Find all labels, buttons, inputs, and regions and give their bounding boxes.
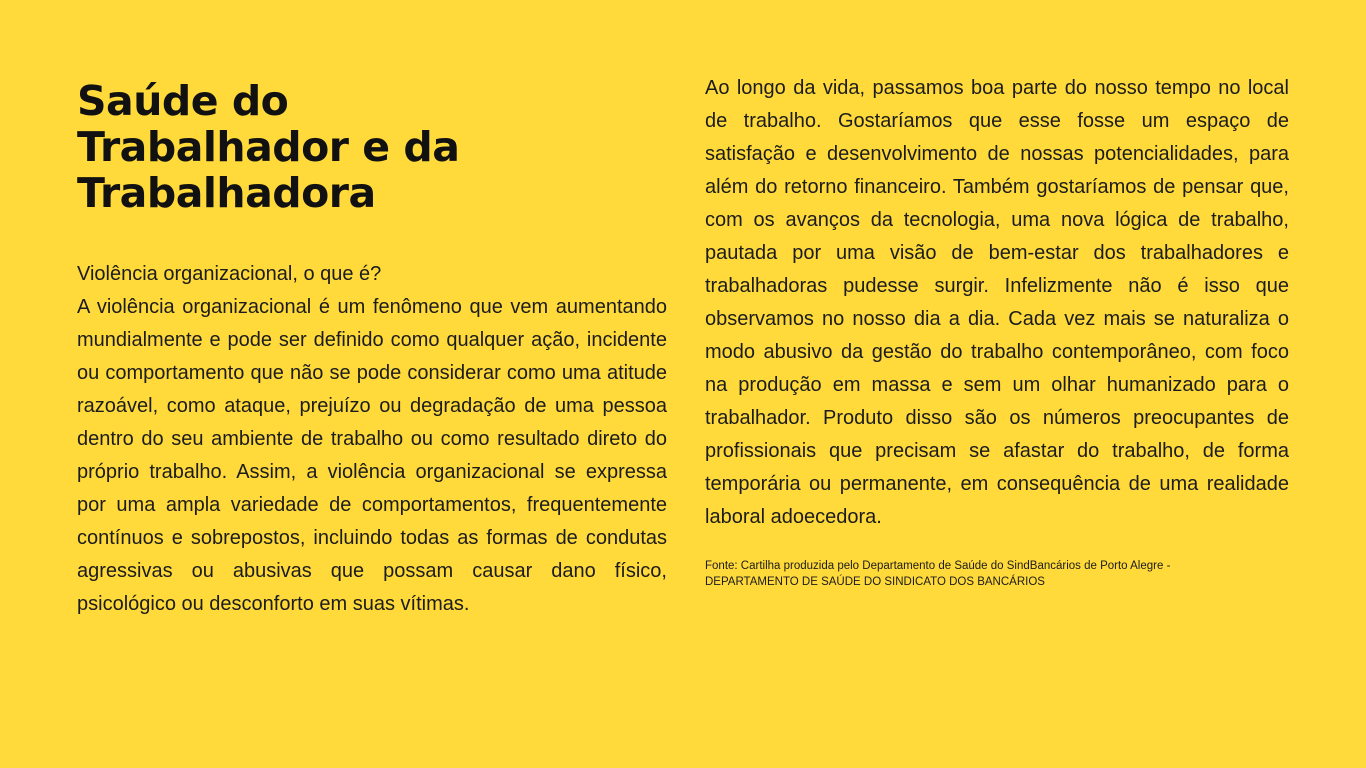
section-question: Violência organizacional, o que é?	[77, 263, 382, 285]
left-column	[77, 78, 667, 621]
source-line-1: Fonte: Cartilha produzida pelo Departamento de Saúde do SindBancários de Porto Alegre -	[705, 560, 1171, 572]
right-paragraph: Ao longo da vida, passamos boa parte do nosso tempo no local de trabalho. Gostaríamos que esse fosse um espaço de satisfação e desenvolvimento de nossas potencialidades, para além do retorno financeiro. Também gostaríamos de pensar que, com os avanços da tecnologia, uma nova lógica de trabalho, pautada por uma visão de bem-estar dos trabalhadores e trabalhadoras pudesse surgir. Infelizmente não é isso que observamos no nosso dia a dia. Cada vez mais se naturaliza o modo abusivo da gestão do trabalho contemporâneo, com foco na produção em massa e sem um olhar humanizado para o trabalhador. Produto disso são os números preocupantes de profissionais que precisam se afastar do trabalho, de forma temporária ou permanente, em consequência de uma realidade laboral adoecedora.	[705, 77, 1289, 528]
page-title: Saúde do Trabalhador e da Trabalhadora	[77, 77, 460, 217]
intro-section	[77, 258, 667, 621]
source-line-2: DEPARTAMENTO DE SAÚDE DO SINDICATO DOS BANCÁRIOS	[705, 576, 1045, 588]
source-note	[705, 558, 1289, 590]
left-paragraph: A violência organizacional é um fenômeno que vem aumentando mundialmente e pode ser definido como qualquer ação, incidente ou comportamento que não se pode considerar como uma atitude razoável, como ataque, prejuízo ou degradação de uma pessoa dentro do seu ambiente de trabalho ou como resultado direto do próprio trabalho. Assim, a violência organizacional se expressa por uma ampla variedade de comportamentos, frequentemente contínuos e sobrepostos, incluindo todas as formas de condutas agressivas ou abusivas que possam causar dano físico, psicológico ou desconforto em suas vítimas.	[77, 296, 667, 615]
right-column	[705, 72, 1289, 590]
